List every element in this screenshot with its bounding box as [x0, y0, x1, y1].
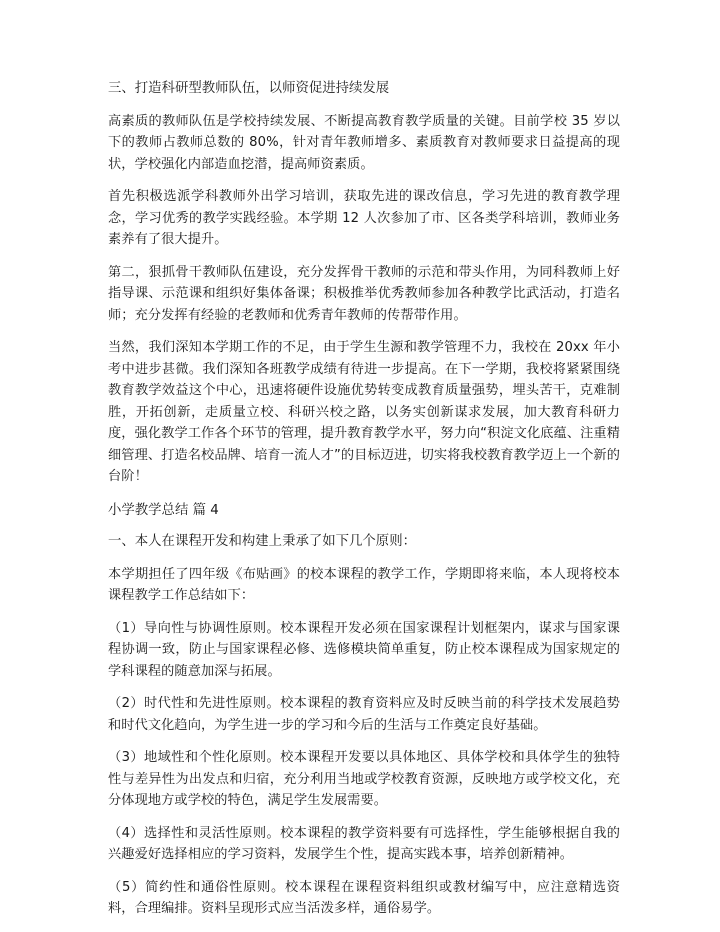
principle-5: （5）简约性和通俗性原则。校本课程在课程资料组织或教材编写中，应注意精选资料，合理编排。资料呈现形式应当活泼多样，通俗易学。 [108, 879, 620, 916]
principle-1: （1）导向性与协调性原则。校本课程开发必须在国家课程计划框架内，谋求与国家课程协调一致，防止与国家课程必修、选修模块简单重复，防止校本课程成为国家规定的学科课程的随意加深与拓展。 [108, 620, 620, 679]
section-heading-1: 一、本人在课程开发和构建上秉承了如下几个原则： [108, 534, 416, 549]
paragraph-intro: 本学期担任了四年级《布贴画》的校本课程的教学工作，学期即将来临，本人现将校本课程教学工作总结如下： [108, 566, 620, 603]
paragraph-training: 首先积极选派学科教师外出学习培训，获取先进的课改信息，学习先进的教育教学理念，学习优秀的教学实践经验。本学期 12 人次参加了市、区各类学科培训，教师业务素养有了很大提升。 [108, 189, 620, 247]
principle-3: （3）地域性和个性化原则。校本课程开发要以具体地区、具体学校和具体学生的独特性与差异性为出发点和归宿，充分利用当地或学校教育资源，反映地方或学校文化，充分体现地方或学校的特色，满足学生发展需要。 [108, 750, 620, 808]
article-title: 小学教学总结 篇 4 [108, 502, 219, 518]
principle-4: （4）选择性和灵活性原则。校本课程的教学资料要有可选择性，学生能够根据自我的兴趣爱好选择相应的学习资料，发展学生个性，提高实践本事，培养创新精神。 [108, 825, 620, 862]
paragraph-teacher-quality: 高素质的教师队伍是学校持续发展、不断提高教育教学质量的关键。目前学校 35 岁以下的教师占教师总数的 80%，针对青年教师增多、素质教育对教师要求日益提高的现状，学校强化内部造血挖潜，提高师资素质。 [108, 113, 620, 172]
principle-2: （2）时代性和先进性原则。校本课程的教育资料应及时反映当前的科学技术发展趋势和时代文化趋向，为学生进一步的学习和今后的生活与工作奠定良好基础。 [108, 696, 620, 733]
document-page [108, 78, 620, 920]
paragraph-shortcomings: 当然，我们深知本学期工作的不足，由于学生生源和教学管理不力，我校在 20xx 年小考中进步甚微。我们深知各班教学成绩有待进一步提高。在下一学期，我校将紧紧围绕教育教学效益这个中心，迅速将硬件设施优势转变成教育质量强势，埋头苦干，克难制胜，开拓创新，走质量立校、科研兴校之路，以务实创新谋求发展，加大教育科研力度，强化教学工作各个环节的管理，提升教育教学水平，努力向“积淀文化底蕴、注重精细管理、打造名校品牌、培育一流人才”的目标迈进，切实将我校教育教学迈上一个新的台阶！ [108, 340, 620, 484]
paragraph-backbone-teachers: 第二，狠抓骨干教师队伍建设，充分发挥骨干教师的示范和带头作用，为同科教师上好指导课、示范课和组织好集体备课；积极推举优秀教师参加各种教学比武活动，打造名师；充分发挥有经验的老教师和优秀青年教师的传帮带作用。 [108, 264, 620, 323]
section-heading-3: 三、打造科研型教师队伍，以师资促进持续发展 [108, 81, 390, 96]
